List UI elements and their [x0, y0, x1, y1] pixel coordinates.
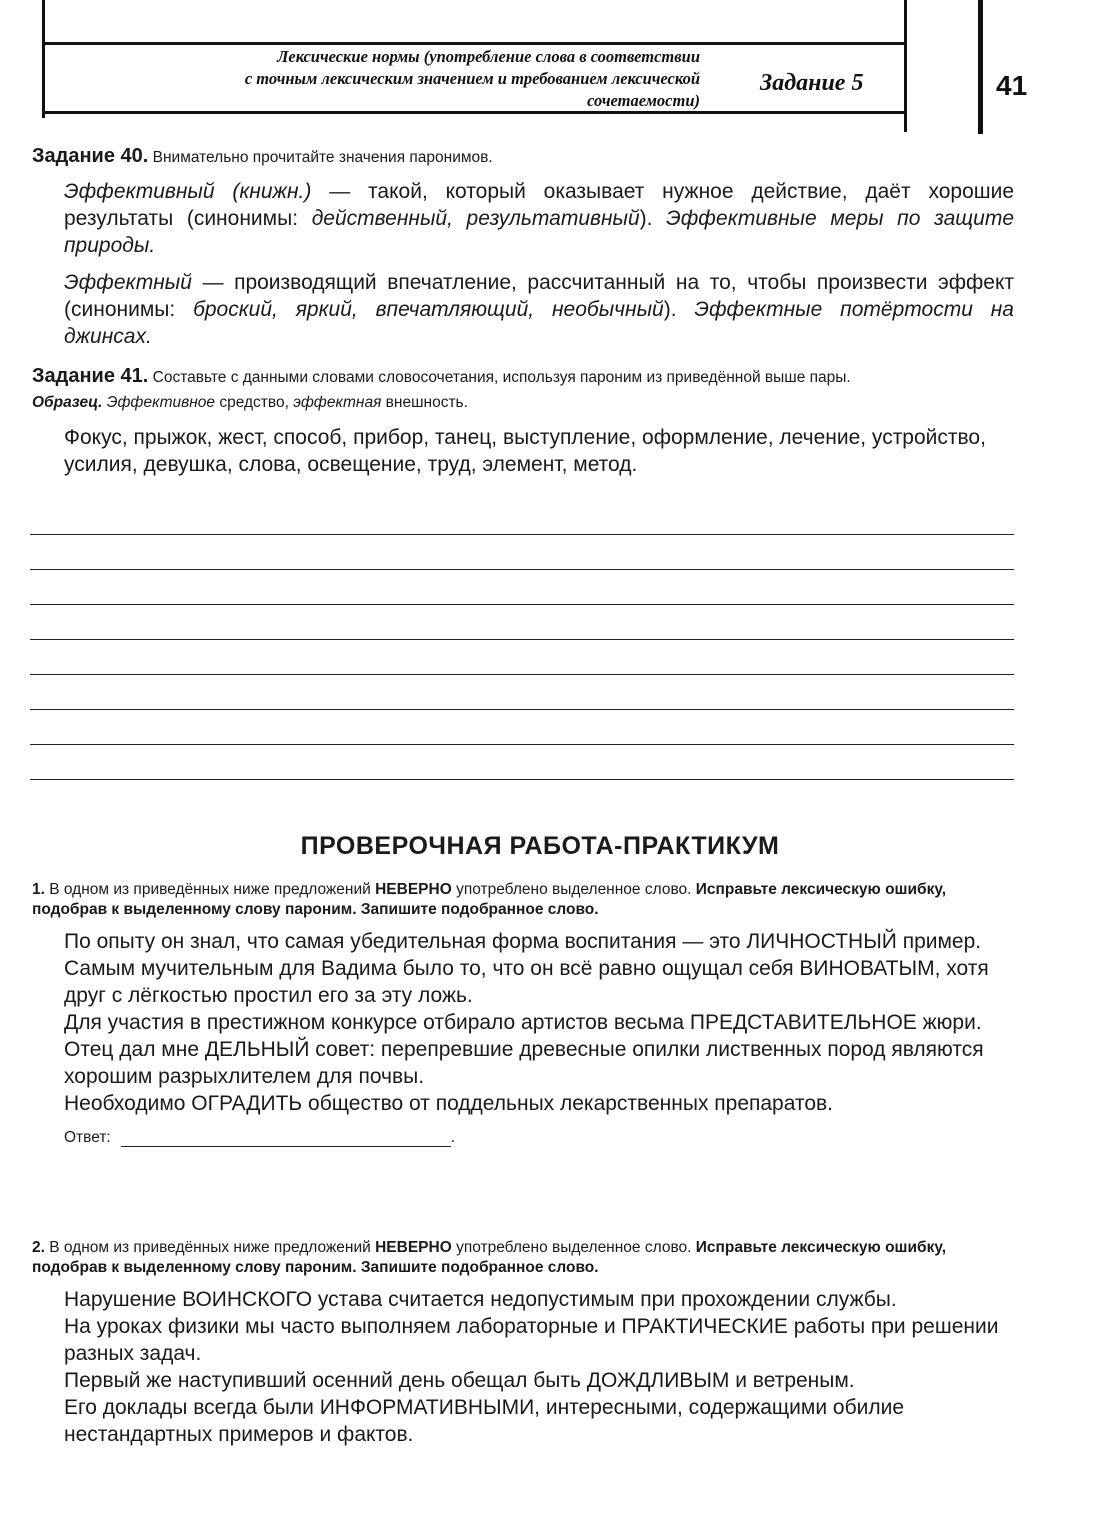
question-1-instruction: [32, 880, 1014, 920]
sentence: Нарушение ВОИНСКОГО устава считается недопустимым при прохождении службы.: [64, 1288, 897, 1311]
header-topic: [60, 46, 700, 112]
header-task-label: Задание 5: [760, 70, 864, 96]
sample-word: Эффективное: [106, 394, 216, 411]
writing-line[interactable]: [30, 675, 1014, 710]
question-2-sentences: [64, 1286, 1014, 1448]
page-number-rule: [978, 0, 983, 134]
paronym-effectful-definition: [64, 269, 1014, 350]
paronym-effective-definition: [64, 178, 1014, 259]
answer-label: Ответ:: [64, 1129, 111, 1146]
task-41: [32, 366, 1014, 478]
answer-writing-lines[interactable]: [30, 500, 1014, 780]
usage-example: Эффектные потёртости на джинсах.: [64, 298, 1014, 348]
sentence: На уроках физики мы часто выполняем лабораторные и ПРАКТИЧЕСКИЕ работы при решении разных задач.: [64, 1315, 999, 1365]
sentence: Отец дал мне ДЕЛЬНЫЙ совет: перепревшие древесные опилки лиственных пород являются хорошим разрыхлителем для почвы.: [64, 1038, 984, 1088]
synonyms: действенный, результативный: [311, 207, 640, 230]
header-topic-line-3: сочетаемости): [587, 91, 700, 110]
section-title: ПРОВЕРОЧНАЯ РАБОТА-ПРАКТИКУМ: [300, 832, 780, 860]
instruction-emphasis: НЕВЕРНО: [375, 881, 452, 898]
instruction-text: употреблено выделенное слово.: [451, 881, 696, 898]
sample-text: средство,: [215, 394, 294, 411]
sample-text: внешность.: [381, 394, 468, 411]
task-41-heading: [32, 366, 1014, 388]
usage-example: Эффективные меры по защите природы.: [64, 207, 1014, 257]
task-41-word-list: Фокус, прыжок, жест, способ, прибор, танец, выступление, оформление, лечение, устройство, усилия, девушка, слова, освещение, труд, элемент, метод.: [64, 426, 986, 476]
paronym-term: Эффективный (книжн.): [64, 180, 312, 203]
page-number: 41: [996, 70, 1028, 101]
answer-end: .: [450, 1129, 456, 1146]
instruction-bold: Исправьте лексическую ошибку, подобрав к выделенному слову пароним. Запишите подобранное слово.: [32, 881, 947, 918]
question-1: [32, 880, 1014, 1147]
question-number: 2.: [32, 1239, 45, 1256]
instruction-bold: Исправьте лексическую ошибку, подобрав к выделенному слову пароним. Запишите подобранное слово.: [32, 1239, 947, 1276]
definition-text: — такой, который оказывает нужное действие, даёт хорошие результаты (синонимы:: [64, 180, 1014, 230]
question-1-sentences: [64, 928, 1014, 1117]
task-40-heading: [32, 146, 1014, 168]
question-2-instruction: [32, 1238, 1014, 1278]
writing-line[interactable]: [30, 500, 1014, 535]
synonyms: броский, яркий, впечатляющий, необычный: [193, 298, 664, 321]
writing-line[interactable]: [30, 570, 1014, 605]
header-topic-line-2: с точным лексическим значением и требованием лексической: [244, 69, 700, 88]
task-41-instruction: Составьте с данными словами словосочетания, используя пароним из приведённой выше пары.: [152, 369, 851, 386]
question-1-answer: [64, 1129, 1014, 1147]
sentence: Первый же наступивший осенний день обещал быть ДОЖДЛИВЫМ и ветреным.: [64, 1369, 855, 1392]
writing-line[interactable]: [30, 640, 1014, 675]
sample-label: Образец.: [32, 394, 103, 411]
sample-word: эффектная: [293, 394, 382, 411]
instruction-text: В одном из приведённых ниже предложений: [44, 881, 376, 898]
task-40: [32, 146, 1014, 360]
writing-line[interactable]: [30, 535, 1014, 570]
writing-line[interactable]: [30, 710, 1014, 745]
instruction-text: В одном из приведённых ниже предложений: [44, 1239, 376, 1256]
sentence: Его доклады всегда были ИНФОРМАТИВНЫМИ, интересными, содержащими обилие нестандартных примеров и фактов.: [64, 1396, 905, 1446]
header-right-rule: [904, 0, 907, 132]
header-topic-line-1: Лексические нормы (употребление слова в соответствии: [277, 47, 700, 66]
definition-text: — производящий впечатление, рассчитанный на то, чтобы произвести эффект (синонимы:: [64, 271, 1014, 321]
instruction-emphasis: НЕВЕРНО: [375, 1239, 452, 1256]
question-number: 1.: [32, 881, 45, 898]
instruction-text: употреблено выделенное слово.: [451, 1239, 696, 1256]
task-41-label: Задание 41.: [32, 365, 149, 387]
sentence: Для участия в престижном конкурсе отбирало артистов весьма ПРЕДСТАВИТЕЛЬНОЕ жюри.: [64, 1011, 982, 1034]
task-41-sample: [32, 394, 1014, 412]
punct: ).: [663, 298, 695, 321]
writing-line[interactable]: [30, 605, 1014, 640]
punct: ).: [639, 207, 667, 230]
sentence: Необходимо ОГРАДИТЬ общество от поддельных лекарственных препаратов.: [64, 1092, 834, 1115]
writing-line[interactable]: [30, 745, 1014, 780]
sentence: Самым мучительным для Вадима было то, что он всё равно ощущал себя ВИНОВАТЫМ, хотя друг с лёгкостью простил его за эту ложь.: [64, 957, 989, 1007]
answer-line[interactable]: [121, 1132, 451, 1147]
sentence: По опыту он знал, что самая убедительная форма воспитания — это ЛИЧНОСТНЫЙ пример.: [64, 930, 982, 953]
task-40-label: Задание 40.: [32, 145, 149, 167]
paronym-term: Эффектный: [64, 271, 192, 294]
task-40-instruction: Внимательно прочитайте значения паронимов.: [152, 149, 493, 166]
question-2: [32, 1238, 1014, 1448]
